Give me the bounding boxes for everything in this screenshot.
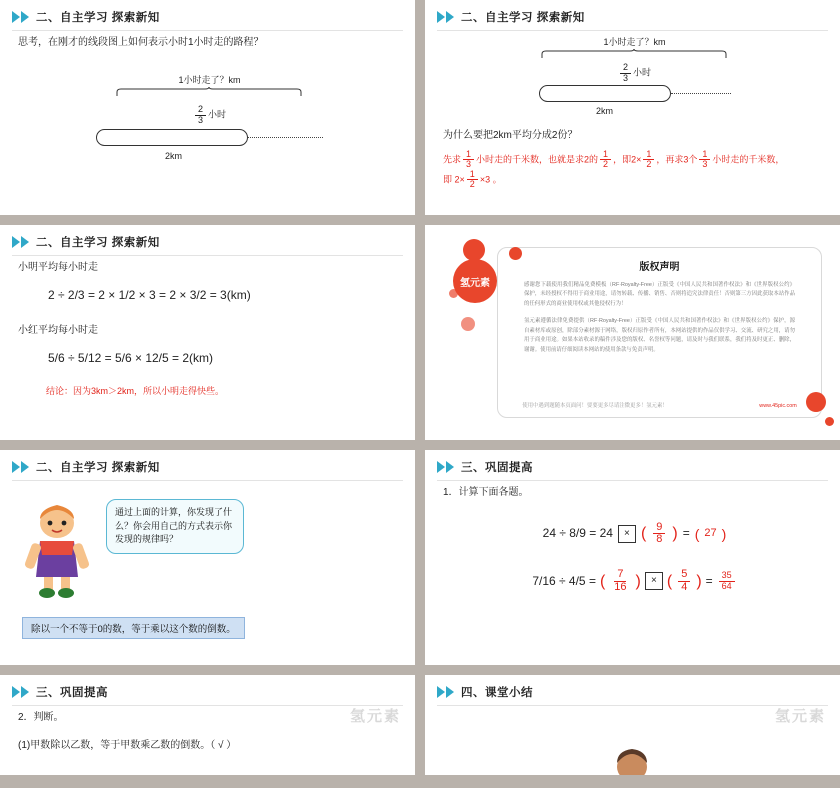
fraction: $\frac{1}{3}$ [463, 150, 474, 170]
slide-3-conclusion: 结论：因为3km＞2km，所以小明走得快些。 [46, 386, 225, 397]
decor-dot [825, 417, 834, 426]
slide-5-body [0, 475, 415, 599]
brace-icon [115, 87, 305, 97]
head-illustration-icon [607, 743, 657, 775]
slide-5-title: 二、自主学习 探索新知 [36, 462, 160, 474]
slide-6-question-1: 24 ÷ 8/9 = 24 × ( $\frac{9}{8}$ ) = ( 27 ) [542, 520, 727, 546]
base-label: 2km [595, 106, 613, 117]
slide-1[interactable] [0, 0, 415, 215]
answer-1: 27 [704, 527, 717, 539]
slide-2-diagram [443, 35, 826, 119]
header-divider [437, 480, 828, 481]
header-divider [12, 30, 403, 31]
fraction: $\frac{9}{8}$ [653, 522, 665, 546]
speech-bubble: 通过上面的计算，你发现了什么？你会用自己的方式表示你发现的规律吗？ [106, 499, 244, 554]
slide-3-label-2: 小红平均每小时走 [18, 325, 98, 337]
slide-3-title: 二、自主学习 探索新知 [36, 237, 160, 249]
fraction: $\frac{1}{2}$ [467, 170, 478, 190]
slide-1-body [0, 25, 415, 164]
brace-label: 1小时走了？km [603, 37, 666, 47]
rule-text: 除以一个不等于0的数，等于乘以这个数的倒数。 [22, 617, 245, 639]
fraction: $\frac{7}{16}$ [614, 568, 627, 593]
copyright-title: 版权声明 [639, 262, 680, 273]
slide-6-task: 1．计算下面各题。 [443, 487, 529, 498]
fraction: $\frac{2}{3}$ [195, 105, 206, 125]
slide-2[interactable] [425, 0, 840, 215]
slide-8-title: 四、课堂小结 [461, 687, 533, 699]
fraction-unit: 小时 [633, 67, 652, 78]
slide-7-title: 三、巩固提高 [36, 687, 108, 699]
brand-badge: 氢元素 [453, 259, 497, 303]
copyright-footer: 使用中遇到题随本页面问！要要更多尽请注微更多！氢元素！ www.45pic.com [522, 403, 797, 409]
decor-dot [806, 392, 826, 412]
fraction: $\frac{1}{3}$ [699, 150, 710, 170]
decor-dot [463, 239, 485, 261]
slide-6-question-2: 7/16 ÷ 4/5 = ( $\frac{7}{16}$ ) × ( $\frac{5}{4}$ ) = $\frac{35}{64}$ [443, 569, 826, 595]
slide-3-label-1: 小明平均每小时走 [18, 262, 98, 273]
header-divider [437, 30, 828, 31]
watermark: 氢元素 [774, 708, 826, 725]
base-label: 2km [164, 151, 182, 162]
slide-1-title: 二、自主学习 探索新知 [36, 12, 160, 24]
slide-3-equation-1: 2 ÷ 2/3 = 2 × 1/2 × 3 = 2 × 3/2 = 3(km) [48, 288, 251, 302]
slide-7-item-1: (1)甲数除以乙数，等于甲数乘乙数的倒数。（ √ ） [18, 740, 237, 751]
fraction: $\frac{5}{4}$ [678, 569, 690, 593]
girl-illustration-icon [18, 499, 96, 599]
header-divider [12, 480, 403, 481]
segment-pill [539, 85, 671, 102]
slide-6-header [425, 450, 840, 475]
chevron-right-icon [12, 11, 29, 23]
watermark: 氢元素 [349, 708, 401, 725]
fraction: $\frac{1}{2}$ [600, 150, 611, 170]
chevron-right-icon [437, 11, 454, 23]
slide-4-copyright[interactable] [425, 225, 840, 440]
slide-7-task: 2．判断。 [18, 712, 64, 723]
copyright-paragraph-1: 感谢您下载使用我们精品免费模板（RF·Royalty-Free）正版受《中国人民共和国著作权法》和《世界版权公约》保护，未经授权不得用于商业用途，请勿转载、传播、销售、否则将追究法律责任！否则第三方因此获取本站作品的任何形式的商业使用权或其他侵权行为！ [524, 282, 795, 307]
segment-dashed [248, 137, 323, 138]
chevron-right-icon [437, 461, 454, 473]
slide-7[interactable] [0, 675, 415, 775]
segment-row [443, 85, 826, 102]
slide-1-header [0, 0, 415, 25]
slide-1-diagram [18, 73, 401, 164]
chevron-right-icon [12, 236, 29, 248]
fraction-answer: $\frac{35}{64}$ [719, 571, 735, 591]
slide-3-equation-2: 5/6 ÷ 5/12 = 5/6 × 12/5 = 2(km) [48, 351, 214, 366]
segment-dashed [671, 93, 731, 94]
copyright-link[interactable]: www.45pic.com [759, 403, 797, 409]
chevron-right-icon [437, 686, 454, 698]
answer-box[interactable]: × [618, 525, 636, 543]
slide-5-rule-box [22, 617, 245, 639]
slide-2-question: 为什么要把2km平均分成2份？ [443, 129, 578, 141]
slide-2-body [425, 25, 840, 189]
fraction: $\frac{1}{2}$ [643, 150, 654, 170]
decor-dot [461, 317, 475, 331]
answer-box[interactable]: × [645, 572, 663, 590]
fraction-unit: 小时 [208, 109, 227, 120]
header-divider [437, 705, 828, 706]
header-divider [12, 255, 403, 256]
brace-icon [540, 49, 730, 59]
decor-dot [509, 247, 522, 260]
slide-2-header [425, 0, 840, 25]
slide-3[interactable] [0, 225, 415, 440]
slide-1-question: 思考，在刚才的线段图上如何表示小时1小时走的路程？ [18, 37, 264, 48]
fraction-label [443, 63, 826, 83]
slide-6-title: 三、巩固提高 [461, 462, 533, 474]
slide-2-explanation: 先求 $\frac{1}{3}$ 小时走的千米数，也就是求2的 $\frac{1}{2}$ ，即2× $\frac{1}{2}$ ，再求3个 $\frac{1}{3}$ 小时走的千米数， 即 2× $\frac{1}{2}$ ×3 。 [443, 148, 785, 189]
chevron-right-icon [12, 461, 29, 473]
slide-8-header [425, 675, 840, 700]
slide-3-body [0, 250, 415, 399]
copyright-card [497, 247, 822, 418]
slide-6[interactable] [425, 450, 840, 665]
fraction-label [18, 105, 401, 125]
header-divider [12, 705, 403, 706]
chevron-right-icon [12, 686, 29, 698]
fraction: $\frac{2}{3}$ [620, 63, 631, 83]
slide-3-header [0, 225, 415, 250]
copyright-paragraph-2: 氢元素遵循法律免费提供（RF·Royalty-Free）正版受《中国人民共和国著作权法》和《世界版权公约》保护，源自素材库或原创，除部分素材源于网络，版权归原作者所有，本网站提供的作品仅供学习、交流、研究之用，请勿用于商业用途。如果本站收录的稿件涉及您的版权、名誉权等问题，请及时与我们联系，我们将及时更正、删除，谢谢。使用前请仔细阅读本网站的使用条款与免责声明。 [524, 318, 795, 353]
brace-label: 1小时走了？km [178, 75, 241, 85]
slide-2-title: 二、自主学习 探索新知 [461, 12, 585, 24]
slide-8[interactable] [425, 675, 840, 775]
segment-pill [96, 129, 248, 146]
slide-7-header [0, 675, 415, 700]
slide-5[interactable] [0, 450, 415, 665]
segment-row [18, 129, 401, 146]
slide-6-body [425, 475, 840, 594]
slide-5-header [0, 450, 415, 475]
